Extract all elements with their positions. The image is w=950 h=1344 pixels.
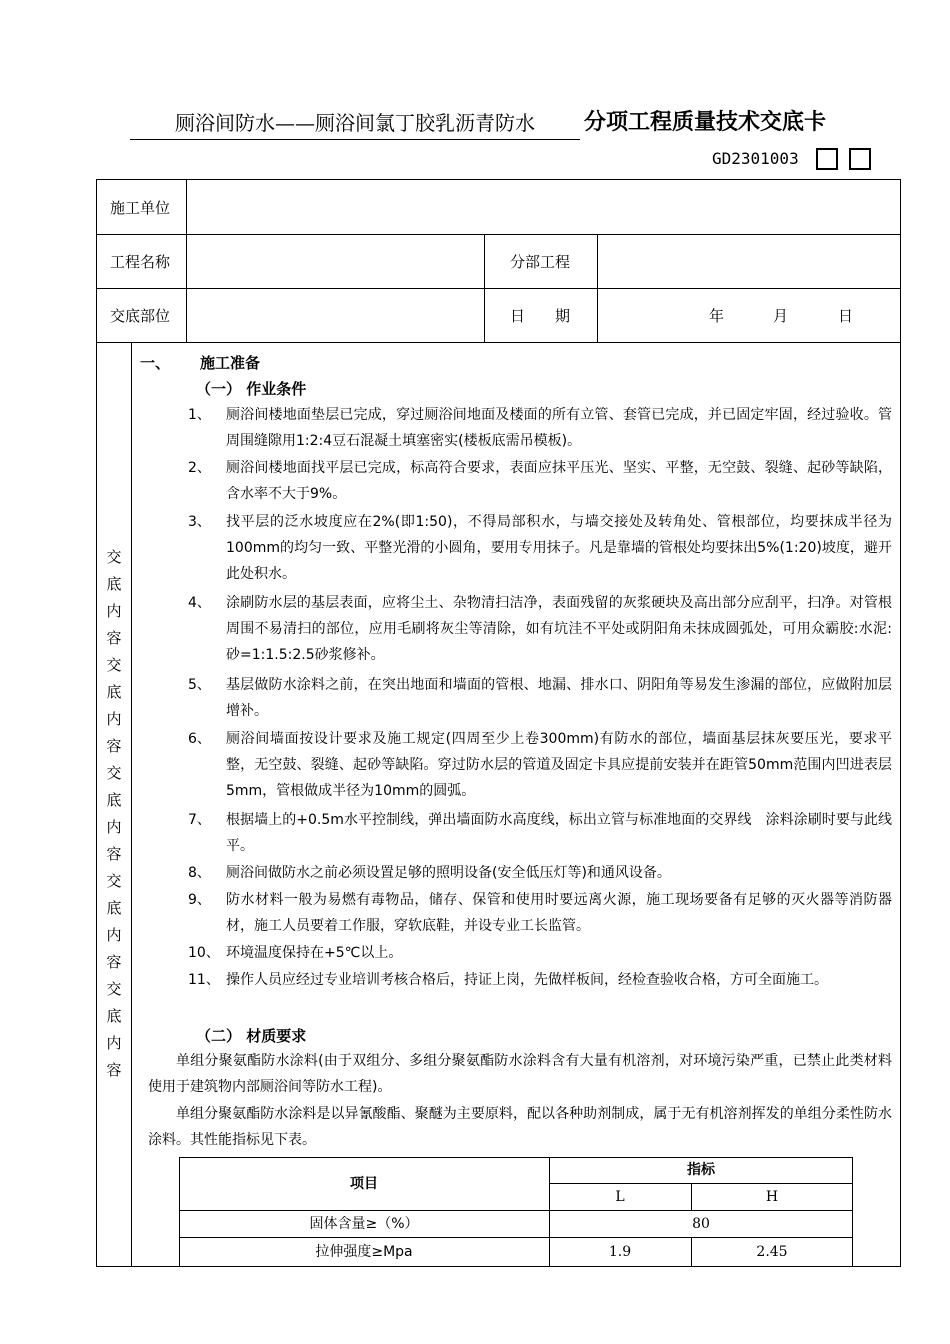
column-divider xyxy=(597,234,598,342)
unit-label: 施工单位 xyxy=(110,199,171,217)
item-number: 5、 xyxy=(188,677,211,693)
list-item xyxy=(188,402,892,454)
item-number: 3、 xyxy=(188,514,211,530)
item-number: 6、 xyxy=(188,731,211,747)
item-text: 根据墙上的+0.5m水平控制线，弹出墙面防水高度线，标出立管与标准地面的交界线 涂料涂刷时要与此线平。 xyxy=(226,812,892,854)
item-text: 找平层的泛水坡度应在2%(即1:50)，不得局部积水，与墙交接处及转角处、管根部位，均要抹成半径为100mm的均匀一致、平整光滑的小圆角，要用专用抹子。凡是靠墙的管根处均要抹出5%(1:20)坡度，避开此处积水。 xyxy=(226,514,892,582)
title-underline xyxy=(130,139,580,140)
list-item xyxy=(188,887,892,939)
table-header-item: 项目 xyxy=(350,1176,378,1192)
list-item xyxy=(188,509,892,587)
paragraph: 单组分聚氨酯防水涂料是以异氰酸酯、聚醚为主要原料，配以各种助剂制成，属于无有机溶剂挥发的单组分柔性防水涂料。其性能指标见下表。 xyxy=(148,1106,892,1148)
table-row-l: 1.9 xyxy=(608,1244,632,1260)
division-label: 分部工程 xyxy=(510,253,571,271)
division-field[interactable] xyxy=(599,236,898,287)
table-rule xyxy=(179,1237,853,1238)
section-heading xyxy=(140,352,260,373)
project-label: 工程名称 xyxy=(110,253,171,271)
date-month: 月 xyxy=(773,307,789,325)
item-text: 涂刷防水层的基层表面，应将尘土、杂物清扫洁净，表面残留的灰浆硬块及高出部分应刮平，扫净。对管根周围不易清扫的部位，应用毛刷将灰尘等清除，如有坑洼不平处或阴阳角未抹成圆弧处，可用众霸胶:水泥:砂=1:1.5:2.5砂浆修补。 xyxy=(226,595,892,663)
table-row-name: 固体含量≥（%） xyxy=(309,1216,419,1232)
item-number: 8、 xyxy=(188,865,211,881)
list-item xyxy=(188,455,892,507)
list-item xyxy=(188,590,892,668)
item-text: 厕浴间墙面按设计要求及施工规定(四周至少上卷300mm)有防水的部位，墙面基层抹灰要压光，要求平整，无空鼓、裂缝、起砂等缺陷。穿过防水层的管道及固定卡具应提前安装并在距管50mm范围内凹进表层5mm，管根做成半径为10mm的圆弧。 xyxy=(226,731,892,799)
section-number: 一、 xyxy=(140,354,171,372)
table-header-h: H xyxy=(765,1189,779,1205)
document-title xyxy=(0,106,950,140)
date-label: 日 期 xyxy=(510,307,571,325)
document-code: GD2301003 xyxy=(712,149,799,168)
date-day: 日 xyxy=(838,307,854,325)
item-text: 厕浴间楼地面垫层已完成，穿过厕浴间地面及楼面的所有立管、套管已完成，并已固定牢固，经过验收。管周围缝隙用1:2:4豆石混凝土填塞密实(楼板底需吊模板)。 xyxy=(226,407,892,449)
item-text: 厕浴间楼地面找平层已完成，标高符合要求，表面应抹平压光、坚实、平整，无空鼓、裂缝、起砂等缺陷，含水率不大于9%。 xyxy=(226,460,892,502)
table-header-l: L xyxy=(615,1189,625,1205)
location-label: 交底部位 xyxy=(110,307,171,325)
list-item xyxy=(188,967,892,993)
column-divider xyxy=(186,179,187,342)
side-label: 交底内容交底内容交底内容交底内容交底内容 xyxy=(106,548,122,1079)
list-item xyxy=(188,726,892,804)
list-item xyxy=(188,940,892,966)
item-text: 环境温度保持在+5℃以上。 xyxy=(226,945,403,961)
column-divider xyxy=(484,234,485,342)
item-text: 操作人员应经过专业培训考核合格后，持证上岗，先做样板间，经检查验收合格，方可全面施工。 xyxy=(226,972,828,988)
subsection-materials: （二） 材质要求 xyxy=(196,1027,307,1045)
item-number: 7、 xyxy=(188,812,211,828)
date-year: 年 xyxy=(709,307,725,325)
list-item xyxy=(188,807,892,859)
project-field[interactable] xyxy=(188,236,482,287)
table-row-value: 80 xyxy=(692,1216,710,1232)
paragraph: 单组分聚氨酯防水涂料(由于双组分、多组分聚氨酯防水涂料含有大量有机溶剂，对环境污染严重，已禁止此类材料使用于建筑物内部厕浴间等防水工程)。 xyxy=(148,1053,892,1095)
item-number: 1、 xyxy=(188,407,211,423)
table-row-name: 拉伸强度≥Mpa xyxy=(315,1244,413,1260)
list-item xyxy=(188,860,892,886)
item-number: 11、 xyxy=(188,972,220,988)
item-number: 4、 xyxy=(188,595,211,611)
item-text: 基层做防水涂料之前，在突出地面和墙面的管根、地漏、排水口、阴阳角等易发生渗漏的部位，应做附加层增补。 xyxy=(226,677,892,719)
row-divider xyxy=(96,234,901,235)
item-text: 防水材料一般为易燃有毒物品，储存、保管和使用时要远离火源，施工现场要备有足够的灭火器等消防器材，施工人员要着工作服，穿软底鞋，并设专业工长监管。 xyxy=(226,892,892,934)
checkbox-2[interactable] xyxy=(849,148,871,170)
title-suffix: 分项工程质量技术交底卡 xyxy=(584,110,827,135)
item-number: 10、 xyxy=(188,945,220,961)
checkbox-1[interactable] xyxy=(816,148,838,170)
item-text: 厕浴间做防水之前必须设置足够的照明设备(安全低压灯等)和通风设备。 xyxy=(226,865,671,881)
table-row-h: 2.45 xyxy=(756,1244,788,1260)
column-divider xyxy=(131,342,132,1267)
unit-field[interactable] xyxy=(188,181,898,233)
item-number: 2、 xyxy=(188,460,211,476)
location-field[interactable] xyxy=(188,290,482,341)
title-subject: 厕浴间防水——厕浴间氯丁胶乳沥青防水 xyxy=(175,111,535,135)
row-divider xyxy=(96,342,901,343)
item-number: 9、 xyxy=(188,892,211,908)
list-item xyxy=(188,672,892,724)
subsection-conditions: （一） 作业条件 xyxy=(196,380,307,398)
section-title: 施工准备 xyxy=(200,354,261,372)
table-header-index: 指标 xyxy=(687,1162,715,1178)
row-divider xyxy=(96,288,901,289)
